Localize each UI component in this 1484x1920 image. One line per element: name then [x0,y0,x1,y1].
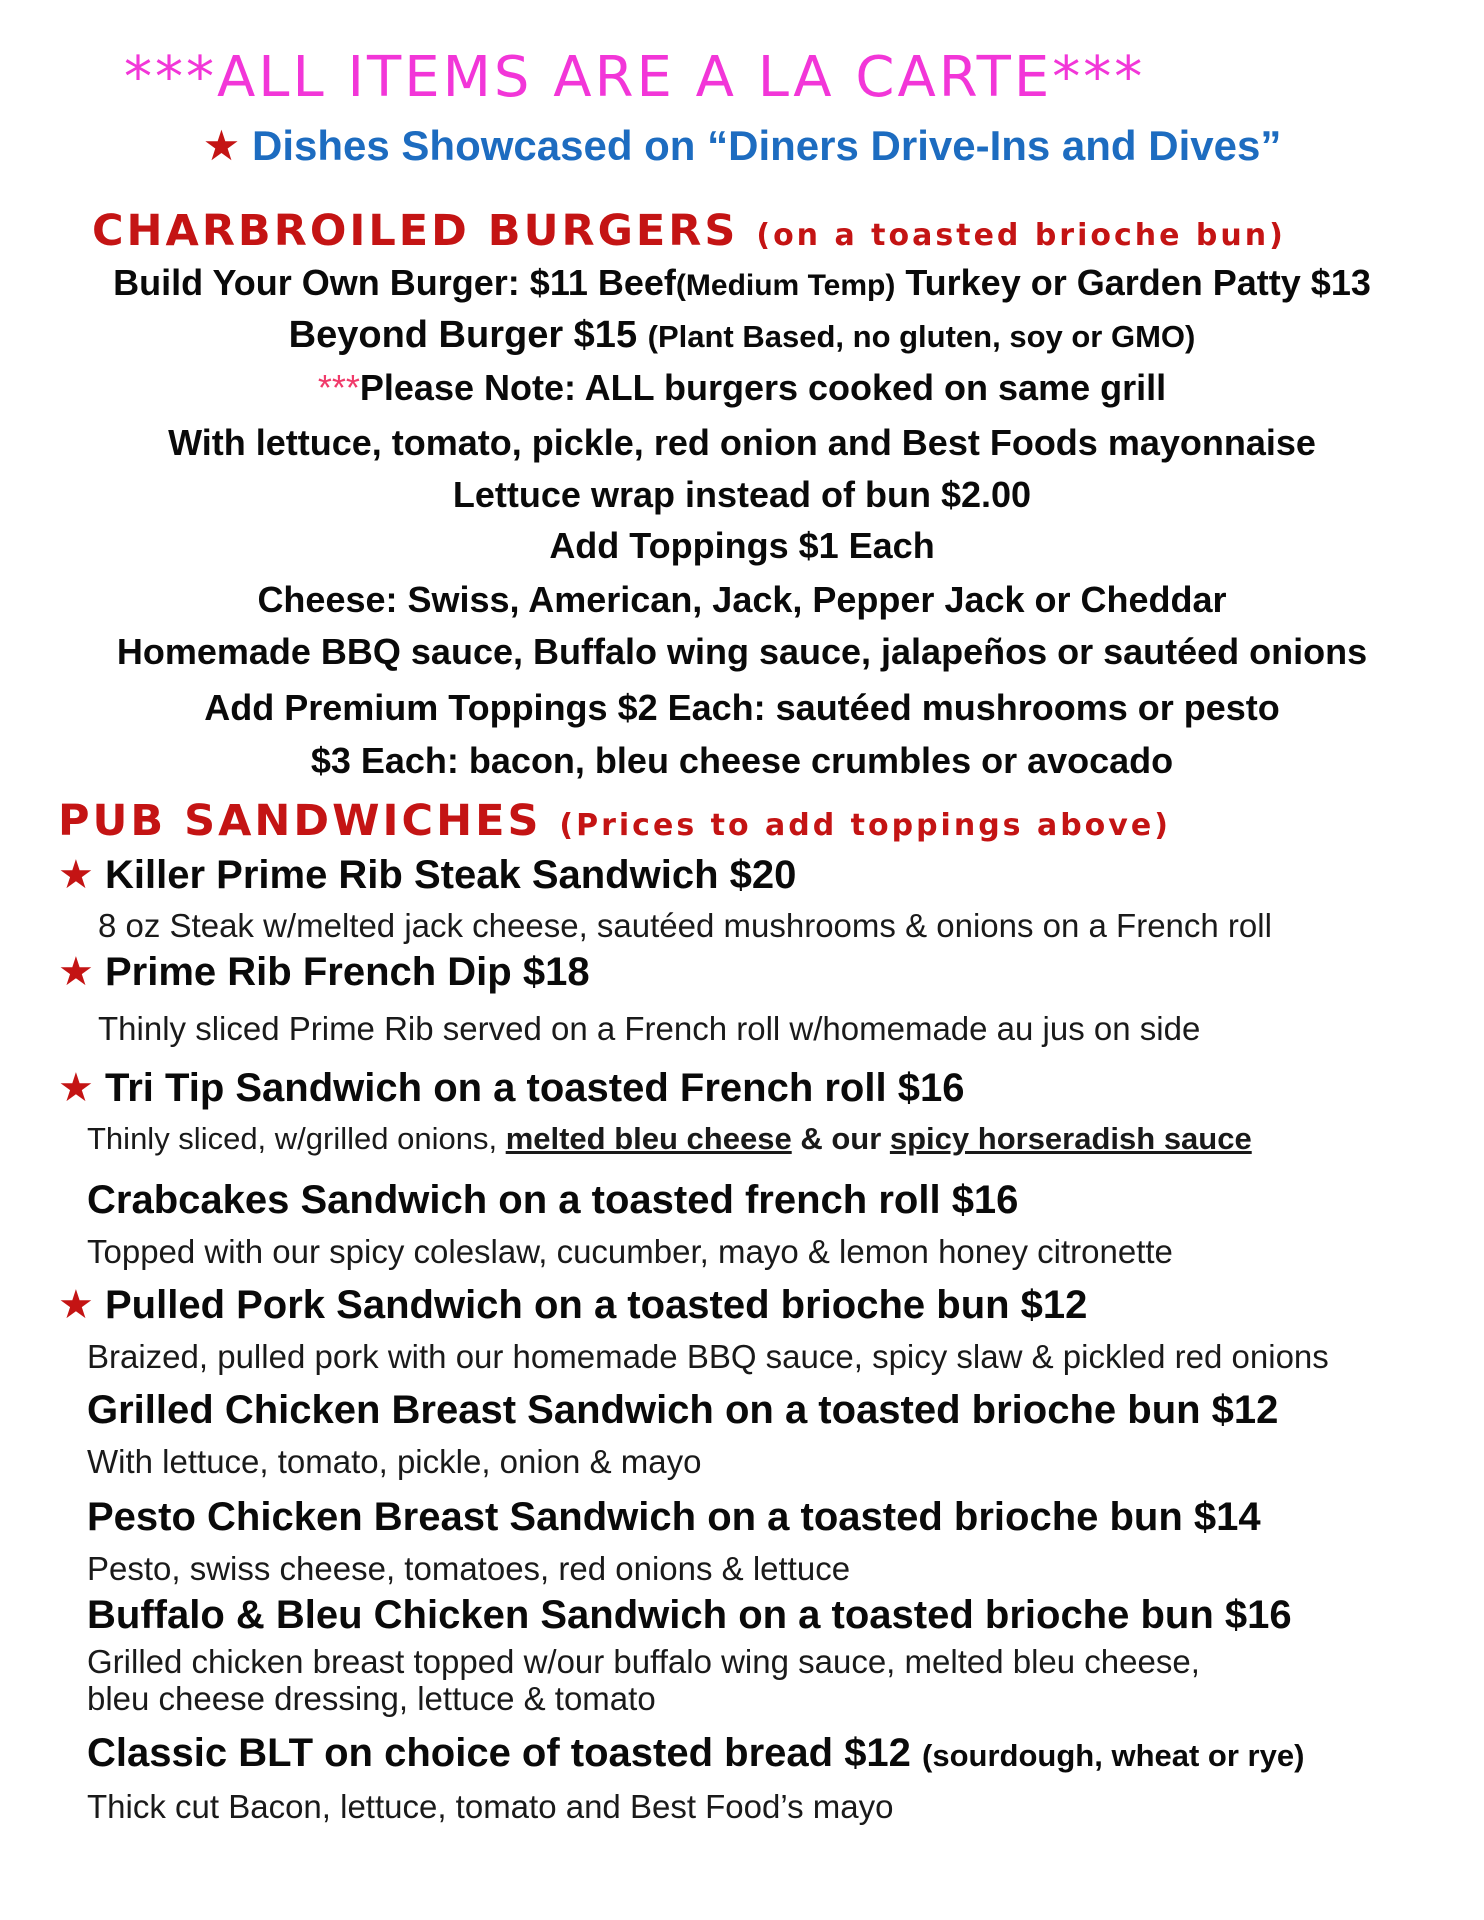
burgers-heading [92,206,1286,256]
menu-item-name [58,1065,965,1111]
menu-item-desc [87,1123,1252,1154]
build-text-2: Turkey or Garden Patty $13 [895,262,1371,303]
burgers-subtitle: (on a toasted brioche bun) [756,218,1286,253]
menu-item-name [87,1733,1304,1773]
beyond-burger-line [0,316,1484,354]
star-icon: ★ [58,1282,94,1328]
menu-item-desc: Pesto, swiss cheese, tomatoes, red onions & lettuce [87,1550,851,1587]
add-toppings-line: Add Toppings $1 Each [549,525,935,566]
sauces-line: Homemade BBQ sauce, Buffalo wing sauce, jalapeños or sautéed onions [116,631,1368,672]
note-asterisks: *** [317,367,360,408]
item-name-text: Pulled Pork Sandwich on a toasted brioche bun $12 [104,1283,1088,1327]
menu-item-desc: Braized, pulled pork with our homemade BBQ sauce, spicy slaw & pickled red onions [87,1338,1329,1375]
menu-item-desc: Grilled chicken breast topped w/our buffalo wing sauce, melted bleu cheese, [87,1643,1200,1680]
menu-item-desc: Thick cut Bacon, lettuce, tomato and Best Food’s mayo [87,1788,894,1825]
item-name-text: Classic BLT on choice of toasted bread $12 [87,1731,923,1775]
note-text: Please Note: ALL burgers cooked on same grill [359,367,1167,408]
with-toppings-line: With lettuce, tomato, pickle, red onion and Best Foods mayonnaise [168,422,1316,463]
star-icon: ★ [202,121,241,170]
premium-toppings-line: Add Premium Toppings $2 Each: sautéed mushrooms or pesto [204,687,1280,728]
premium-3-line: $3 Each: bacon, bleu cheese crumbles or avocado [310,740,1174,781]
beyond-text: Beyond Burger $15 [288,314,648,356]
menu-item-name: Grilled Chicken Breast Sandwich on a toasted brioche bun $12 [87,1388,1279,1432]
item-name-text: Tri Tip Sandwich on a toasted French roll $16 [104,1066,965,1110]
sandwiches-heading [58,796,1171,846]
menu-item-name [58,852,797,898]
showcase-note [0,121,1484,170]
menu-item-desc-2: bleu cheese dressing, lettuce & tomato [87,1680,656,1717]
burgers-title: CHARBROILED BURGERS [92,206,739,256]
desc-underlined: melted bleu cheese [505,1121,792,1156]
desc-underlined: spicy horseradish sauce [889,1121,1252,1156]
item-name-text: Prime Rib French Dip $18 [104,950,590,994]
showcase-text: Dishes Showcased on “Diners Drive-Ins and Dives” [252,122,1282,169]
beyond-note: (Plant Based, no gluten, soy or GMO) [647,319,1196,354]
menu-item-name: Buffalo & Bleu Chicken Sandwich on a toasted brioche bun $16 [87,1593,1292,1637]
star-icon: ★ [58,1065,94,1111]
menu-item-name [58,1282,1088,1328]
build-temp: (Medium Temp) [675,269,896,302]
build-your-own-line [0,262,1484,303]
menu-item-desc: 8 oz Steak w/melted jack cheese, sautéed mushrooms & onions on a French roll [98,907,1272,944]
build-text: Build Your Own Burger: $11 Beef [113,262,676,303]
sandwiches-subtitle: (Prices to add toppings above) [559,808,1171,843]
menu-item-desc: Topped with our spicy coleslaw, cucumber, mayo & lemon honey citronette [87,1233,1173,1270]
lettuce-wrap-line: Lettuce wrap instead of bun $2.00 [452,474,1032,515]
sandwiches-title: PUB SANDWICHES [58,796,542,846]
star-icon: ★ [58,949,94,995]
menu-item-name [58,949,590,995]
menu-item-desc: With lettuce, tomato, pickle, onion & mayo [87,1443,702,1480]
desc-text: Thinly sliced, w/grilled onions, [87,1121,506,1156]
desc-text: & our [791,1121,890,1156]
menu-item-desc: Thinly sliced Prime Rib served on a French roll w/homemade au jus on side [98,1010,1201,1047]
star-icon: ★ [58,852,94,898]
grill-note-line [0,367,1484,408]
cheese-line: Cheese: Swiss, American, Jack, Pepper Jack or Cheddar [257,579,1227,620]
item-name-note: (sourdough, wheat or rye) [922,1738,1305,1773]
item-name-text: Killer Prime Rib Steak Sandwich $20 [104,853,797,897]
menu-item-name: Pesto Chicken Breast Sandwich on a toasted brioche bun $14 [87,1495,1261,1539]
menu-item-name: Crabcakes Sandwich on a toasted french roll $16 [87,1178,1019,1222]
a-la-carte-banner: ***ALL ITEMS ARE A LA CARTE*** [124,45,1146,110]
